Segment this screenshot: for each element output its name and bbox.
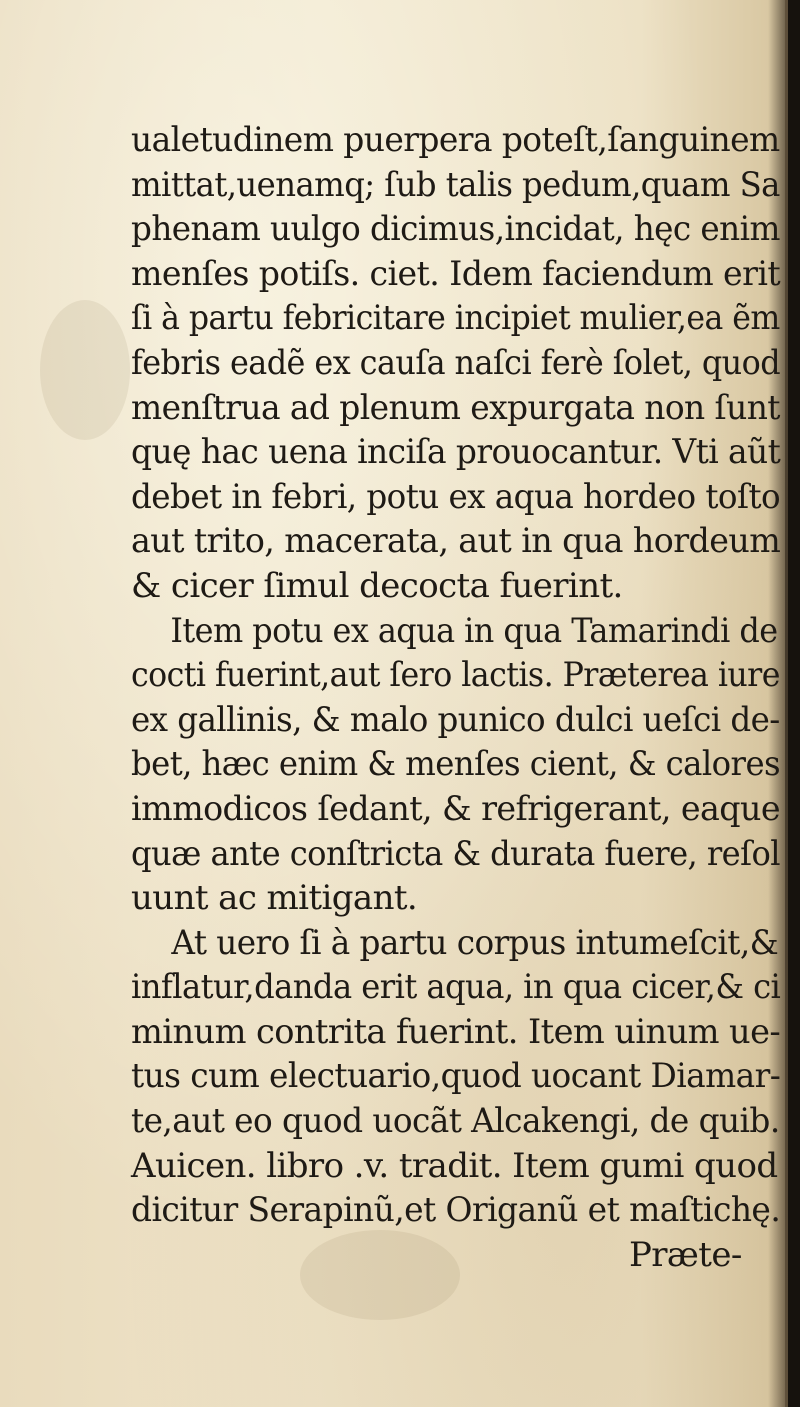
text-line: Auicen. libro .v. tradit. Item gumi quod (131, 1145, 778, 1186)
text-line: ex gallinis, & malo punico dulci ueſci de- (131, 699, 780, 740)
text-line: quę hac uena inciſa prouocantur. Vti aũt (131, 432, 781, 473)
text-line: mittat,uenamq; ſub talis pedum,quam Sa (131, 164, 780, 205)
text-line: febris eadẽ ex cauſa naſci ferè ſolet, quod (131, 342, 781, 383)
text-line: ſi à partu febricitare incipiet mulier,ea ẽm (131, 298, 780, 339)
catchword: Præte- (629, 1234, 742, 1275)
text-line: ualetudinem puerpera poteſt,ſanguinem (131, 120, 780, 160)
text-line: menſtrua ad plenum expurgata non ſunt (131, 387, 780, 428)
text-line: cocti fuerint,aut ſero lactis. Præterea iure (131, 655, 780, 696)
text-line: bet, hæc enim & menſes cient, & calores (131, 744, 781, 785)
text-line: aut trito, macerata, aut in qua hordeum (131, 521, 781, 562)
text-line: At uero ſi à partu corpus intumeſcit,& (171, 922, 779, 963)
text-line: debet in febri, potu ex aqua hordeo toſto (131, 476, 781, 517)
text-line: immodicos ſedant, & refrigerant, eaque (131, 788, 781, 829)
binding-shadow (788, 0, 800, 1407)
paper-stain (40, 300, 130, 440)
text-line: dicitur Serapinũ,et Origanũ et maſtichę. (131, 1190, 781, 1231)
text-line: quæ ante conſtricta & durata fuere, reſol (131, 833, 781, 874)
text-line: minum contrita fuerint. Item uinum ue- (131, 1011, 781, 1052)
text-line: tus cum electuario,quod uocant Diamar- (131, 1056, 781, 1097)
text-line: uunt ac mitigant. (131, 878, 418, 919)
text-line: Item potu ex aqua in qua Tamarindi de (170, 610, 778, 651)
text-line: phenam uulgo dicimus,incidat, hęc enim (131, 209, 780, 250)
text-line: menſes potiſs. ciet. Idem faciendum erit (131, 253, 781, 294)
body-text (131, 118, 796, 1277)
text-line: & cicer ſimul decocta fuerint. (131, 565, 623, 606)
text-line: inflatur,danda erit aqua, in qua cicer,& ci (131, 967, 781, 1008)
text-line: te,aut eo quod uocãt Alcakengi, de quib. (131, 1101, 780, 1142)
